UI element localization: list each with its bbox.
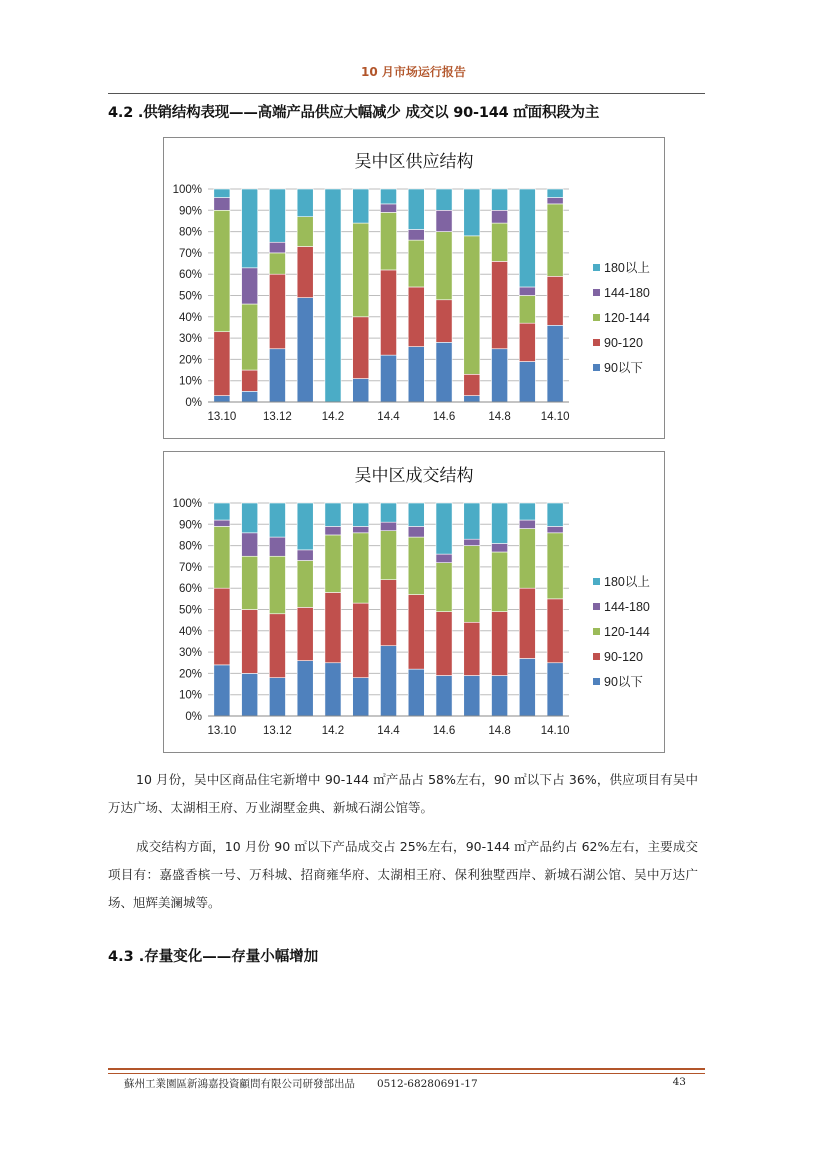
y-tick-label: 10% (178, 375, 202, 388)
bar-segment (242, 556, 258, 609)
bar-segment (297, 189, 313, 217)
bar-segment (269, 678, 285, 716)
bar-segment (547, 503, 563, 526)
y-tick-label: 40% (178, 625, 202, 638)
bar-segment (325, 535, 341, 593)
legend-swatch (593, 314, 600, 321)
bar-segment (325, 526, 341, 535)
legend-swatch (593, 578, 600, 585)
y-tick-label: 80% (178, 226, 202, 239)
bar-segment (436, 503, 452, 554)
bar-segment (242, 533, 258, 556)
bar-segment (547, 663, 563, 716)
x-tick-label: 14.8 (488, 725, 511, 737)
supply-structure-chart-svg (164, 138, 664, 438)
bar-segment (297, 550, 313, 561)
bar-segment (380, 580, 396, 646)
y-tick-label: 30% (178, 647, 202, 660)
x-tick-label: 14.6 (432, 411, 456, 423)
bar-segment (519, 503, 535, 520)
bar-segment (380, 531, 396, 580)
bar-segment (214, 396, 230, 402)
bar-segment (436, 676, 452, 716)
legend-swatch (593, 339, 600, 346)
bar-segment (269, 556, 285, 614)
bar-segment (269, 349, 285, 402)
bar-segment (380, 270, 396, 355)
bar-segment (519, 296, 535, 324)
y-tick-label: 100% (172, 498, 202, 510)
legend-swatch (593, 364, 600, 371)
bar-segment (519, 323, 535, 361)
bar-segment (408, 526, 424, 537)
bar-segment (353, 603, 369, 678)
legend-label: 120-144 (604, 625, 650, 639)
y-tick-label: 20% (178, 354, 202, 367)
y-tick-label: 90% (178, 205, 202, 218)
bar-segment (214, 588, 230, 665)
x-tick-label: 13.12 (263, 411, 292, 423)
x-tick-label: 14.2 (321, 411, 345, 423)
bar-segment (436, 612, 452, 676)
legend-label: 180以上 (604, 575, 650, 589)
bar-segment (519, 362, 535, 402)
bar-segment (464, 374, 480, 395)
x-tick-label: 14.4 (377, 725, 400, 737)
legend-swatch (593, 603, 600, 610)
section-heading-4-2: 4.2 .供销结构表现——高端产品供应大幅减少 成交以 90-144 ㎡面积段为主 (108, 105, 600, 121)
bar-segment (547, 198, 563, 204)
bar-segment (353, 189, 369, 223)
x-tick-label: 14.4 (377, 411, 400, 423)
x-tick-label: 14.2 (321, 725, 345, 737)
bar-segment (297, 561, 313, 608)
bar-segment (547, 599, 563, 663)
bar-segment (464, 503, 480, 539)
bar-segment (464, 539, 480, 545)
bar-segment (464, 676, 480, 716)
x-tick-label: 13.12 (263, 725, 292, 737)
x-tick-label: 14.6 (432, 725, 456, 737)
bar-segment (547, 533, 563, 599)
legend-label: 90-120 (604, 650, 643, 664)
bar-segment (242, 189, 258, 268)
y-tick-label: 20% (178, 668, 202, 681)
bar-segment (297, 298, 313, 402)
legend-label: 180以上 (604, 261, 650, 275)
bar-segment (408, 669, 424, 716)
bar-segment (519, 287, 535, 296)
bar-segment (519, 520, 535, 529)
footer-company: 蘇州工業園區新鴻嘉投資顧問有限公司研發部出品 (124, 1078, 355, 1090)
bar-segment (492, 543, 508, 552)
bar-segment (380, 503, 396, 522)
chart-title: 吴中区供应结构 (354, 152, 474, 172)
bar-segment (214, 332, 230, 396)
bar-segment (353, 379, 369, 402)
supply-paragraph-text: 10 月份，吴中区商品住宅新增中 90-144 ㎡产品占 58%左右，90 ㎡以下占 36%，供应项目有吴中万达广场、太湖相王府、万业湖墅金典、新城石湖公馆等。 (108, 772, 698, 815)
bar-segment (519, 658, 535, 716)
bar-segment (242, 673, 258, 716)
y-tick-label: 70% (178, 247, 202, 260)
bar-segment (464, 236, 480, 374)
bar-segment (492, 349, 508, 402)
y-tick-label: 70% (178, 561, 202, 574)
y-tick-label: 60% (178, 583, 202, 596)
bar-segment (269, 242, 285, 253)
header-divider (108, 93, 705, 94)
bar-segment (325, 189, 341, 402)
bar-segment (436, 210, 452, 231)
legend-label: 90以下 (604, 361, 643, 375)
bar-segment (325, 592, 341, 662)
bar-segment (242, 391, 258, 402)
bar-segment (214, 210, 230, 331)
bar-segment (464, 396, 480, 402)
legend-label: 90-120 (604, 336, 643, 350)
bar-segment (492, 612, 508, 676)
bar-segment (380, 212, 396, 270)
page-number: 43 (672, 1076, 686, 1088)
bar-segment (519, 588, 535, 658)
x-tick-label: 13.10 (207, 411, 237, 423)
legend-swatch (593, 289, 600, 296)
bar-segment (297, 217, 313, 247)
bar-segment (492, 552, 508, 612)
x-tick-label: 14.10 (540, 411, 570, 423)
y-tick-label: 80% (178, 540, 202, 553)
bar-segment (325, 503, 341, 526)
bar-segment (547, 325, 563, 402)
bar-segment (214, 503, 230, 520)
bar-segment (353, 678, 369, 716)
bar-segment (408, 537, 424, 595)
footer-divider-thick (108, 1068, 705, 1070)
bar-segment (436, 563, 452, 612)
bar-segment (408, 240, 424, 287)
bar-segment (269, 537, 285, 556)
bar-segment (214, 665, 230, 716)
bar-segment (269, 614, 285, 678)
x-tick-label: 14.8 (488, 411, 511, 423)
legend-swatch (593, 653, 600, 660)
bar-segment (242, 268, 258, 304)
footer-divider-thin (108, 1073, 705, 1074)
bar-segment (408, 287, 424, 347)
bar-segment (269, 503, 285, 537)
bar-segment (408, 503, 424, 526)
bar-segment (269, 274, 285, 349)
bar-segment (547, 189, 563, 198)
y-tick-label: 0% (185, 711, 202, 723)
bar-segment (242, 370, 258, 391)
bar-segment (353, 503, 369, 526)
bar-segment (547, 204, 563, 276)
running-title: 10 月市场运行报告 (361, 65, 466, 79)
legend-label: 120-144 (604, 311, 650, 325)
bar-segment (547, 276, 563, 325)
bar-segment (408, 347, 424, 402)
deal-paragraph-text: 成交结构方面，10 月份 90 ㎡以下产品成交占 25%左右，90-144 ㎡产品约占 62%左右，主要成交项目有：嘉盛香槟一号、万科城、招商雍华府、太湖相王府、保利独墅西岸、新城石湖公馆、吴中万达广场、旭辉美澜城等。 (108, 839, 698, 910)
y-tick-label: 50% (178, 604, 202, 617)
bar-segment (408, 189, 424, 229)
deal-paragraph (108, 833, 698, 917)
bar-segment (380, 646, 396, 716)
bar-segment (242, 503, 258, 533)
supply-paragraph (108, 766, 698, 822)
bar-segment (436, 554, 452, 563)
bar-segment (214, 198, 230, 211)
bar-segment (325, 663, 341, 716)
bar-segment (519, 189, 535, 287)
legend-label: 144-180 (604, 286, 650, 300)
bar-segment (214, 520, 230, 526)
legend-swatch (593, 628, 600, 635)
bar-segment (380, 522, 396, 531)
deal-structure-chart-svg (164, 452, 664, 752)
bar-segment (297, 607, 313, 660)
bar-segment (242, 304, 258, 370)
legend-swatch (593, 678, 600, 685)
bar-segment (436, 232, 452, 300)
bar-segment (464, 546, 480, 623)
bar-segment (519, 529, 535, 589)
footer (124, 1076, 478, 1091)
bar-segment (436, 342, 452, 402)
bar-segment (297, 661, 313, 716)
chart-title: 吴中区成交结构 (354, 466, 474, 486)
legend-label: 90以下 (604, 675, 643, 689)
bar-segment (492, 676, 508, 716)
bar-segment (547, 526, 563, 532)
x-tick-label: 13.10 (207, 725, 237, 737)
bar-segment (492, 223, 508, 261)
bar-segment (297, 247, 313, 298)
legend-label: 144-180 (604, 600, 650, 614)
bar-segment (269, 189, 285, 242)
y-tick-label: 90% (178, 519, 202, 532)
legend-swatch (593, 264, 600, 271)
y-tick-label: 0% (185, 397, 202, 409)
bar-segment (380, 204, 396, 213)
bar-segment (380, 189, 396, 204)
bar-segment (353, 223, 369, 317)
bar-segment (436, 300, 452, 343)
y-tick-label: 40% (178, 311, 202, 324)
bar-segment (464, 189, 480, 236)
bar-segment (464, 622, 480, 675)
section-heading-4-3: 4.3 .存量变化——存量小幅增加 (108, 949, 319, 965)
supply-structure-chart (163, 137, 665, 439)
deal-structure-chart (163, 451, 665, 753)
bar-segment (492, 503, 508, 543)
bar-segment (492, 261, 508, 348)
y-tick-label: 30% (178, 333, 202, 346)
bar-segment (492, 189, 508, 210)
bar-segment (408, 595, 424, 670)
bar-segment (242, 610, 258, 674)
bar-segment (436, 189, 452, 210)
footer-phone: 0512-68280691-17 (377, 1078, 478, 1090)
y-tick-label: 50% (178, 290, 202, 303)
x-tick-label: 14.10 (540, 725, 570, 737)
bar-segment (269, 253, 285, 274)
bar-segment (492, 210, 508, 223)
bar-segment (214, 526, 230, 588)
y-tick-label: 60% (178, 269, 202, 282)
bar-segment (297, 503, 313, 550)
bar-segment (408, 229, 424, 240)
bar-segment (353, 317, 369, 379)
bar-segment (214, 189, 230, 198)
bar-segment (353, 533, 369, 603)
y-tick-label: 100% (172, 184, 202, 196)
bar-segment (380, 355, 396, 402)
bar-segment (353, 526, 369, 532)
y-tick-label: 10% (178, 689, 202, 702)
